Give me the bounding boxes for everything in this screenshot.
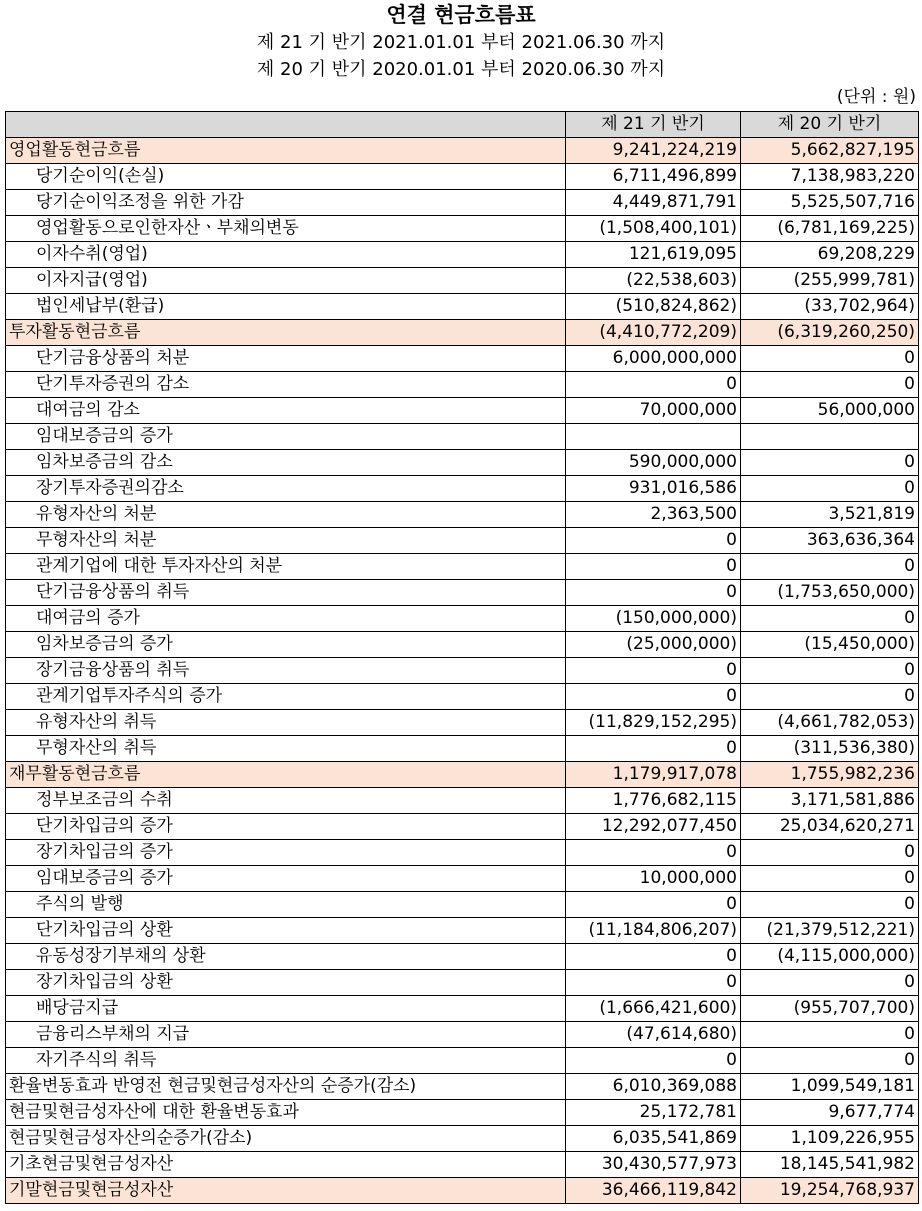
header-current-period: 제 21 기 반기 <box>566 112 741 138</box>
current-period-value: 6,010,369,088 <box>566 1074 741 1100</box>
current-period-value: 1,776,682,115 <box>566 788 741 814</box>
current-period-value: (47,614,680) <box>566 1022 741 1048</box>
table-row <box>6 294 919 320</box>
row-label: 유형자산의 처분 <box>6 502 566 528</box>
prior-period-value: 0 <box>741 1048 919 1074</box>
prior-period-value: 1,755,982,236 <box>741 762 919 788</box>
table-row <box>6 1152 919 1178</box>
unit-label: (단위 : 원) <box>836 87 916 107</box>
prior-period-value: 0 <box>741 684 919 710</box>
row-label: 자기주식의 취득 <box>6 1048 566 1074</box>
prior-period-value: 0 <box>741 476 919 502</box>
table-row <box>6 502 919 528</box>
row-label: 재무활동현금흐름 <box>6 762 566 788</box>
table-row <box>6 372 919 398</box>
table-row <box>6 632 919 658</box>
current-period-value: 2,363,500 <box>566 502 741 528</box>
row-label: 대여금의 증가 <box>6 606 566 632</box>
prior-period-value: 0 <box>741 450 919 476</box>
row-label: 임차보증금의 증가 <box>6 632 566 658</box>
row-label: 현금및현금성자산의순증가(감소) <box>6 1126 566 1152</box>
current-period-value: (4,410,772,209) <box>566 320 741 346</box>
prior-period-value: 0 <box>741 554 919 580</box>
table-row <box>6 1074 919 1100</box>
current-period-value: (25,000,000) <box>566 632 741 658</box>
table-row <box>6 242 919 268</box>
header-label-cell <box>6 112 566 138</box>
current-period-value: 36,466,119,842 <box>566 1178 741 1204</box>
row-label: 투자활동현금흐름 <box>6 320 566 346</box>
current-period-value: 0 <box>566 840 741 866</box>
section-row <box>6 1178 919 1204</box>
row-label: 무형자산의 취득 <box>6 736 566 762</box>
current-period-value: 0 <box>566 736 741 762</box>
table-row <box>6 684 919 710</box>
prior-period-value: (1,753,650,000) <box>741 580 919 606</box>
prior-period-value: (33,702,964) <box>741 294 919 320</box>
row-label: 단기차입금의 상환 <box>6 918 566 944</box>
cash-flow-table <box>5 111 919 1204</box>
prior-period-value: (21,379,512,221) <box>741 918 919 944</box>
row-label: 배당금지급 <box>6 996 566 1022</box>
prior-period-value: 0 <box>741 606 919 632</box>
section-row <box>6 762 919 788</box>
prior-period-value: (15,450,000) <box>741 632 919 658</box>
current-period-value: (22,538,603) <box>566 268 741 294</box>
prior-period-value: 3,171,581,886 <box>741 788 919 814</box>
prior-period-value: 0 <box>741 346 919 372</box>
section-row <box>6 320 919 346</box>
row-label: 현금및현금성자산에 대한 환율변동효과 <box>6 1100 566 1126</box>
row-label: 영업활동현금흐름 <box>6 138 566 164</box>
row-label: 유동성장기부채의 상환 <box>6 944 566 970</box>
current-period-value: 0 <box>566 580 741 606</box>
row-label: 대여금의 감소 <box>6 398 566 424</box>
prior-period-value: 25,034,620,271 <box>741 814 919 840</box>
prior-period-value: 5,525,507,716 <box>741 190 919 216</box>
current-period-value: 12,292,077,450 <box>566 814 741 840</box>
row-label: 법인세납부(환급) <box>6 294 566 320</box>
row-label: 장기차입금의 상환 <box>6 970 566 996</box>
row-label: 장기차입금의 증가 <box>6 840 566 866</box>
table-row <box>6 1022 919 1048</box>
prior-period-value: 7,138,983,220 <box>741 164 919 190</box>
row-label: 정부보조금의 수취 <box>6 788 566 814</box>
prior-period-value: 19,254,768,937 <box>741 1178 919 1204</box>
prior-period-value: 0 <box>741 970 919 996</box>
row-label: 단기금융상품의 취득 <box>6 580 566 606</box>
row-label: 임대보증금의 증가 <box>6 866 566 892</box>
row-label: 관계기업에 대한 투자자산의 처분 <box>6 554 566 580</box>
table-row <box>6 1126 919 1152</box>
prior-period-value: 18,145,541,982 <box>741 1152 919 1178</box>
prior-period-value: 363,636,364 <box>741 528 919 554</box>
current-period-value: 6,035,541,869 <box>566 1126 741 1152</box>
prior-period-value: (311,536,380) <box>741 736 919 762</box>
current-period-value: 0 <box>566 684 741 710</box>
row-label: 단기투자증권의 감소 <box>6 372 566 398</box>
current-period-value: 0 <box>566 554 741 580</box>
table-row <box>6 346 919 372</box>
prior-period-value: (255,999,781) <box>741 268 919 294</box>
row-label: 기말현금및현금성자산 <box>6 1178 566 1204</box>
table-row <box>6 658 919 684</box>
row-label: 임차보증금의 감소 <box>6 450 566 476</box>
row-label: 환율변동효과 반영전 현금및현금성자산의 순증가(감소) <box>6 1074 566 1100</box>
row-label: 기초현금및현금성자산 <box>6 1152 566 1178</box>
row-label: 무형자산의 처분 <box>6 528 566 554</box>
prior-period-value: 0 <box>741 372 919 398</box>
prior-period-value: 0 <box>741 866 919 892</box>
current-period-value: 0 <box>566 970 741 996</box>
current-period-value: 6,000,000,000 <box>566 346 741 372</box>
table-row <box>6 788 919 814</box>
prior-period-value <box>741 424 919 450</box>
table-row <box>6 814 919 840</box>
prior-period-value: (4,661,782,053) <box>741 710 919 736</box>
table-row <box>6 164 919 190</box>
row-label: 관계기업투자주식의 증가 <box>6 684 566 710</box>
table-row <box>6 944 919 970</box>
statement-title: 연결 현금흐름표 <box>386 3 536 27</box>
current-period-value: 70,000,000 <box>566 398 741 424</box>
period-current: 제 21 기 반기 2021.01.01 부터 2021.06.30 까지 <box>256 32 666 53</box>
row-label: 이자수취(영업) <box>6 242 566 268</box>
current-period-value: 30,430,577,973 <box>566 1152 741 1178</box>
prior-period-value: 0 <box>741 1022 919 1048</box>
row-label: 유형자산의 취득 <box>6 710 566 736</box>
current-period-value: 6,711,496,899 <box>566 164 741 190</box>
current-period-value: 1,179,917,078 <box>566 762 741 788</box>
prior-period-value: (955,707,700) <box>741 996 919 1022</box>
table-row <box>6 736 919 762</box>
current-period-value: (11,829,152,295) <box>566 710 741 736</box>
prior-period-value: 56,000,000 <box>741 398 919 424</box>
row-label: 임대보증금의 증가 <box>6 424 566 450</box>
current-period-value: 931,016,586 <box>566 476 741 502</box>
row-label: 당기순이익조정을 위한 가감 <box>6 190 566 216</box>
prior-period-value: 3,521,819 <box>741 502 919 528</box>
table-row <box>6 840 919 866</box>
table-row <box>6 606 919 632</box>
table-row <box>6 1048 919 1074</box>
period-prior: 제 20 기 반기 2020.01.01 부터 2020.06.30 까지 <box>256 59 666 80</box>
prior-period-value: 69,208,229 <box>741 242 919 268</box>
prior-period-value: (6,319,260,250) <box>741 320 919 346</box>
table-row <box>6 450 919 476</box>
row-label: 장기투자증권의감소 <box>6 476 566 502</box>
table-row <box>6 580 919 606</box>
prior-period-value: (4,115,000,000) <box>741 944 919 970</box>
current-period-value: 0 <box>566 528 741 554</box>
row-label: 이자지급(영업) <box>6 268 566 294</box>
table-row <box>6 268 919 294</box>
row-label: 주식의 발행 <box>6 892 566 918</box>
prior-period-value: 1,109,226,955 <box>741 1126 919 1152</box>
current-period-value: 0 <box>566 944 741 970</box>
prior-period-value: 9,677,774 <box>741 1100 919 1126</box>
table-row <box>6 1100 919 1126</box>
prior-period-value: 0 <box>741 658 919 684</box>
table-row <box>6 866 919 892</box>
table-row <box>6 970 919 996</box>
current-period-value: 9,241,224,219 <box>566 138 741 164</box>
prior-period-value: 0 <box>741 892 919 918</box>
current-period-value: 25,172,781 <box>566 1100 741 1126</box>
header-prior-period: 제 20 기 반기 <box>741 112 919 138</box>
table-row <box>6 424 919 450</box>
current-period-value: 121,619,095 <box>566 242 741 268</box>
table-row <box>6 476 919 502</box>
table-row <box>6 216 919 242</box>
table-row <box>6 710 919 736</box>
current-period-value: 0 <box>566 1048 741 1074</box>
current-period-value: 0 <box>566 372 741 398</box>
section-row <box>6 138 919 164</box>
prior-period-value: (6,781,169,225) <box>741 216 919 242</box>
prior-period-value: 1,099,549,181 <box>741 1074 919 1100</box>
row-label: 단기차입금의 증가 <box>6 814 566 840</box>
current-period-value: (1,666,421,600) <box>566 996 741 1022</box>
current-period-value: 0 <box>566 892 741 918</box>
table-row <box>6 892 919 918</box>
current-period-value <box>566 424 741 450</box>
prior-period-value: 0 <box>741 840 919 866</box>
table-row <box>6 918 919 944</box>
row-label: 당기순이익(손실) <box>6 164 566 190</box>
current-period-value: (11,184,806,207) <box>566 918 741 944</box>
current-period-value: 10,000,000 <box>566 866 741 892</box>
table-row <box>6 554 919 580</box>
current-period-value: (510,824,862) <box>566 294 741 320</box>
prior-period-value: 5,662,827,195 <box>741 138 919 164</box>
row-label: 영업활동으로인한자산ㆍ부채의변동 <box>6 216 566 242</box>
current-period-value: 590,000,000 <box>566 450 741 476</box>
row-label: 장기금융상품의 취득 <box>6 658 566 684</box>
current-period-value: 4,449,871,791 <box>566 190 741 216</box>
current-period-value: 0 <box>566 658 741 684</box>
current-period-value: (150,000,000) <box>566 606 741 632</box>
table-row <box>6 528 919 554</box>
table-row <box>6 996 919 1022</box>
table-row <box>6 190 919 216</box>
current-period-value: (1,508,400,101) <box>566 216 741 242</box>
row-label: 금융리스부채의 지급 <box>6 1022 566 1048</box>
row-label: 단기금융상품의 처분 <box>6 346 566 372</box>
table-header-row <box>6 112 919 138</box>
table-row <box>6 398 919 424</box>
